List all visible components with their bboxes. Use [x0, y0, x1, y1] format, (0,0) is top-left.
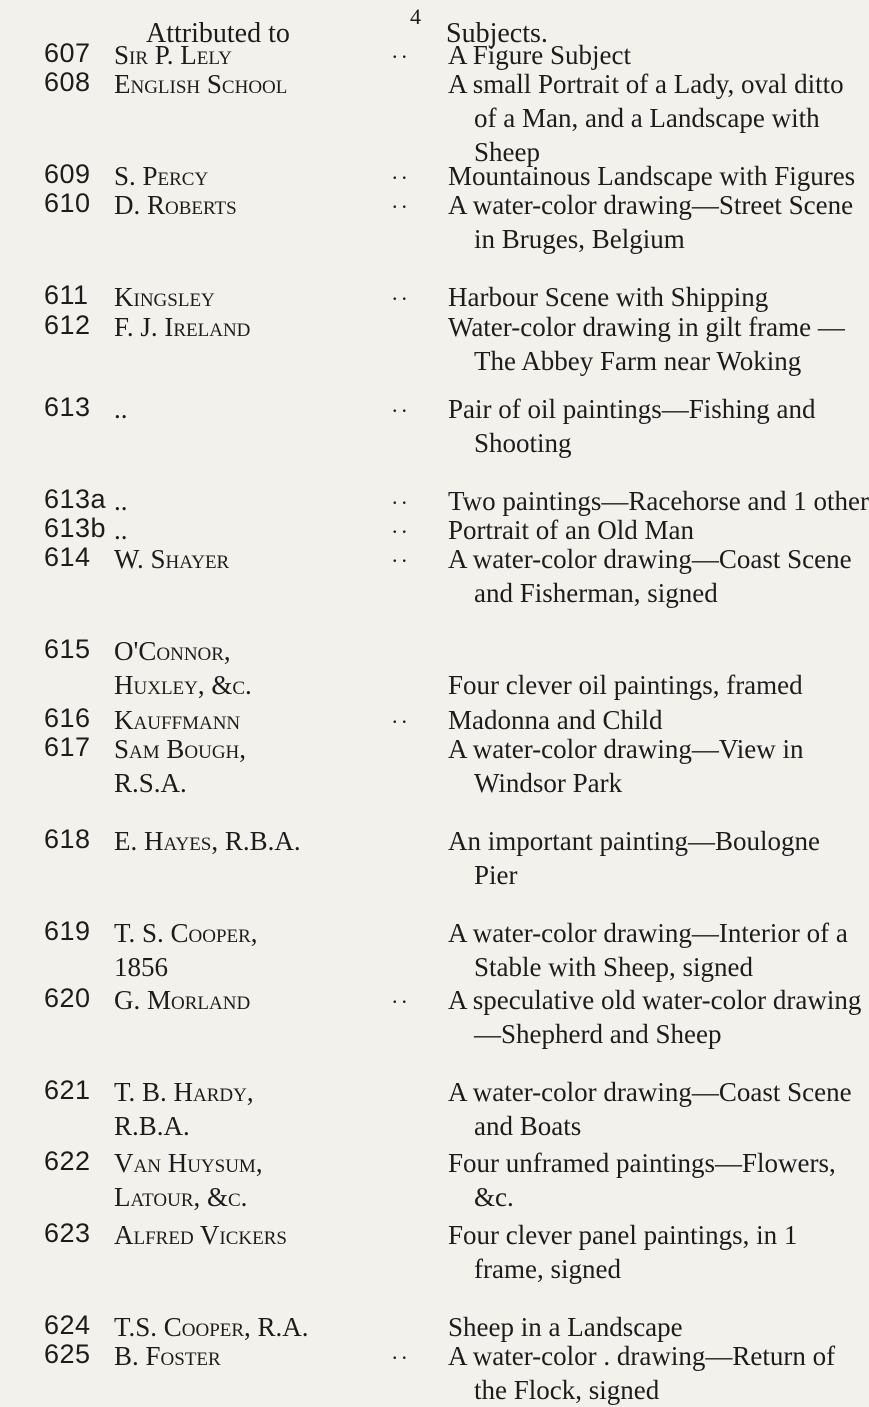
subject-line: and Fisherman, signed [474, 578, 718, 608]
lot-subject [448, 392, 816, 460]
lot-number: 607 [44, 38, 91, 68]
subject-line: Madonna and Child [448, 705, 663, 735]
subject-line: Harbour Scene with Shipping [448, 282, 769, 312]
subject-line: Stable with Sheep, signed [474, 952, 753, 982]
lot-dots: .. [392, 280, 411, 305]
lot-number: 611 [44, 280, 89, 310]
lot-number: 614 [44, 542, 91, 572]
lot-number: 623 [44, 1218, 91, 1248]
subject-line: in Bruges, Belgium [474, 224, 685, 254]
subject-line: Mountainous Landscape with Figures [448, 161, 856, 191]
subject-line: of a Man, and a Landscape with [474, 103, 820, 133]
page-number: 4 [410, 4, 421, 29]
subject-line: the Flock, signed [474, 1375, 660, 1405]
lot-number: 609 [44, 159, 91, 189]
lot-artist: English School [114, 69, 288, 99]
subject-line: Shooting [474, 428, 572, 458]
lot-subject [448, 916, 848, 984]
lot-artist: S. Percy [114, 161, 209, 191]
lot-subject [448, 732, 804, 800]
subject-line: Four unframed paintings—Flowers, [448, 1148, 836, 1178]
lot-dots: .. [392, 983, 411, 1008]
lot-dots: .. [392, 484, 411, 509]
lot-number: 618 [44, 824, 91, 854]
lot-subject [448, 1146, 836, 1214]
lot-artist: W. Shayer [114, 544, 230, 574]
lot-dots: .. [392, 159, 411, 184]
subject-line [448, 634, 788, 668]
lot-artist: .. [114, 394, 128, 424]
subject-line: and Boats [474, 1111, 582, 1141]
lot-artist: F. J. Ireland [114, 312, 251, 342]
subjects-header: Subjects. [446, 18, 548, 49]
subject-line: A water-color drawing—Coast Scene [448, 1077, 852, 1107]
lot-number: 608 [44, 67, 91, 97]
lot-subject [448, 542, 852, 610]
lot-artist: Sir P. Lely [114, 40, 232, 70]
lot-subject [448, 1339, 836, 1407]
lot-dots: .. [392, 392, 411, 417]
lot-artist: T. S. Cooper, 1856 [114, 918, 258, 982]
subject-line: &c. [474, 1182, 514, 1212]
lot-number: 620 [44, 983, 91, 1013]
subject-line: Pair of oil paintings—Fishing and [448, 394, 816, 424]
lot-number: 619 [44, 916, 91, 946]
subject-line: A water-color drawing—Coast Scene [448, 544, 852, 574]
lot-subject [448, 824, 820, 892]
subject-line: —Shepherd and Sheep [474, 1019, 722, 1049]
lot-dots: .. [392, 703, 411, 728]
lot-artist: .. [114, 515, 128, 545]
lot-subject [448, 67, 844, 169]
lot-number: 613 [44, 392, 91, 422]
lot-number: 612 [44, 310, 91, 340]
subject-line: A water-color drawing—Interior of a [448, 918, 848, 948]
subject-line: Pier [474, 860, 518, 890]
lot-subject [448, 280, 788, 314]
lot-artist: Sam Bough, R.S.A. [114, 734, 247, 798]
lot-artist: B. Foster [114, 1341, 221, 1371]
subject-line: Four clever oil paintings, framed [448, 670, 803, 700]
lot-subject [448, 983, 862, 1051]
subject-line: Four clever panel paintings, in 1 [448, 1220, 798, 1250]
lot-artist: Kauffmann [114, 705, 241, 735]
lot-dots: .. [392, 1339, 411, 1364]
subject-line: A speculative old water-color drawing [448, 985, 862, 1015]
subject-line: Sheep in a Landscape [448, 1312, 683, 1342]
subject-line: An important painting—Boulogne [448, 826, 820, 856]
lot-artist: D. Roberts [114, 190, 237, 220]
lot-number: 613a [44, 484, 107, 514]
lot-dots: .. [392, 513, 411, 538]
lot-artist: T. B. Hardy, R.B.A. [114, 1077, 254, 1141]
lot-subject [448, 310, 845, 378]
attributed-header: Attributed to [146, 18, 290, 49]
lot-dots: .. [392, 38, 411, 63]
subject-line: A water-color . drawing—Return of [448, 1341, 836, 1371]
lot-subject [448, 1218, 798, 1286]
lot-number: 613b [44, 513, 107, 543]
subject-line: Sheep [474, 137, 540, 167]
lot-number: 617 [44, 732, 91, 762]
subject-line: frame, signed [474, 1254, 621, 1284]
lot-artist: G. Morland [114, 985, 251, 1015]
lot-artist: E. Hayes, R.B.A. [114, 826, 301, 856]
lot-artist: .. [114, 486, 128, 516]
lot-number: 610 [44, 188, 91, 218]
subject-line: Water-color drawing in gilt frame — [448, 312, 845, 342]
lot-artist: O'Connor, Huxley, &c. [114, 636, 252, 700]
subject-line: Two paintings—Racehorse and 1 other [448, 486, 869, 516]
lot-dots: .. [392, 542, 411, 567]
subject-line: A water-color drawing—Street Scene [448, 190, 854, 220]
subject-line: A water-color drawing—View in [448, 734, 804, 764]
lot-subject [448, 634, 803, 702]
lot-subject [448, 188, 854, 256]
lot-artist: Van Huysum, Latour, &c. [114, 1148, 263, 1212]
subject-line: A Figure Subject [448, 40, 631, 70]
lot-number: 625 [44, 1339, 91, 1369]
lot-artist: T.S. Cooper, R.A. [114, 1312, 309, 1342]
subject-line: Portrait of an Old Man [448, 515, 694, 545]
subject-line: A small Portrait of a Lady, oval ditto [448, 69, 844, 99]
lot-subject [448, 1075, 852, 1143]
lot-dots: .. [392, 188, 411, 213]
lot-number: 621 [44, 1075, 91, 1105]
lot-number: 616 [44, 703, 91, 733]
lot-number: 624 [44, 1310, 91, 1340]
subject-line: The Abbey Farm near Woking [474, 346, 802, 376]
lot-number: 615 [44, 634, 91, 664]
lot-artist: Alfred Vickers [114, 1220, 287, 1250]
lot-artist: Kingsley [114, 282, 215, 312]
subject-line: Windsor Park [474, 768, 623, 798]
lot-number: 622 [44, 1146, 91, 1176]
